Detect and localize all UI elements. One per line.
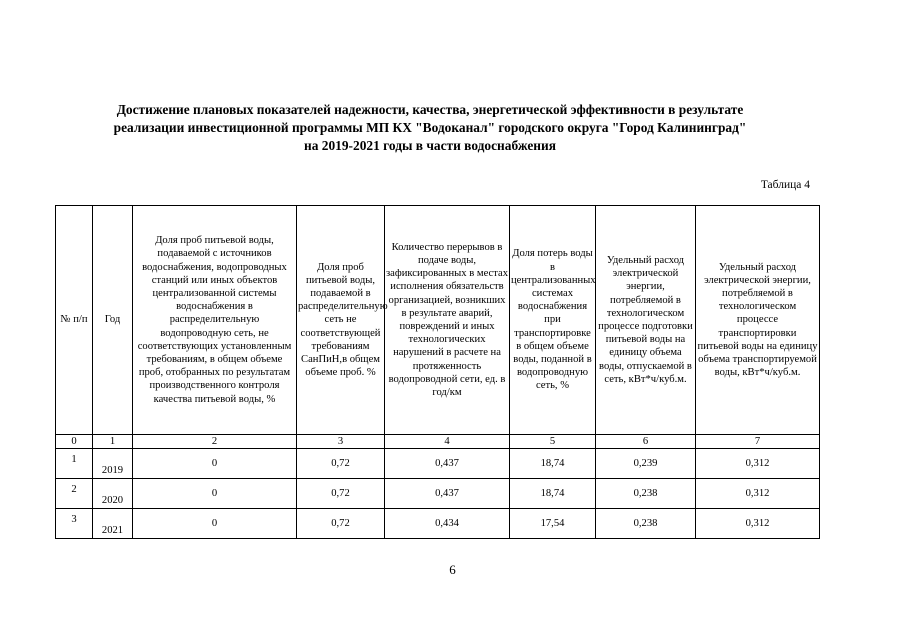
title-line-2: реализации инвестиционной программы МП КХ "Водоканал" городского округа "Город Калининград" xyxy=(113,120,747,135)
header-cell-number: № п/п xyxy=(56,206,93,435)
column-number-cell: 0 xyxy=(56,435,93,449)
value-cell: 0,437 xyxy=(385,479,510,509)
header-cell-energy-transport: Удельный расход электрической энергии, потребляемой в технологическом процессе транспортировки питьевой воды на единицу объема транспортируемой воды, кВт*ч/куб.м. xyxy=(696,206,820,435)
value-cell: 0,312 xyxy=(696,449,820,479)
page-number: 6 xyxy=(449,562,456,577)
year-cell: 2019 xyxy=(93,449,133,479)
value-cell: 0,434 xyxy=(385,509,510,539)
row-number-cell: 2 xyxy=(56,479,93,509)
header-cell-interruptions: Количество перерывов в подаче воды, зафиксированных в местах исполнения обязательств организацией, возникших в результате аварий, повреждений и иных технологических нарушений в расчете на протяженность водопроводной сети, ед. в год/км xyxy=(385,206,510,435)
value-cell: 0,238 xyxy=(596,479,696,509)
title-line-3: на 2019-2021 годы в части водоснабжения xyxy=(304,138,556,153)
title-line-1: Достижение плановых показателей надежности, качества, энергетической эффективности в результате xyxy=(116,102,744,117)
value-cell: 18,74 xyxy=(510,479,596,509)
value-cell: 0,72 xyxy=(297,509,385,539)
value-cell: 0,312 xyxy=(696,479,820,509)
value-cell: 0 xyxy=(133,449,297,479)
value-cell: 0,72 xyxy=(297,479,385,509)
header-cell-samples-source: Доля проб питьевой воды, подаваемой с источников водоснабжения, водопроводных станций или иных объектов централизованной системы водоснабжения в распределительную водопроводную сеть, не соответствующих установленным требованиям, в общем объеме проб, отобранных по результатам производственного контроля качества питьевой воды, % xyxy=(133,206,297,435)
year-cell: 2021 xyxy=(93,509,133,539)
column-number-cell: 1 xyxy=(93,435,133,449)
column-number-cell: 4 xyxy=(385,435,510,449)
value-cell: 17,54 xyxy=(510,509,596,539)
column-number-cell: 3 xyxy=(297,435,385,449)
column-number-cell: 2 xyxy=(133,435,297,449)
table-row xyxy=(56,509,820,539)
column-number-cell: 7 xyxy=(696,435,820,449)
header-cell-samples-network: Доля проб питьевой воды, подаваемой в распределительную сеть не соответствующей требованиям СанПиН,в общем объеме проб. % xyxy=(297,206,385,435)
row-number-cell: 1 xyxy=(56,449,93,479)
column-number-cell: 6 xyxy=(596,435,696,449)
column-number-cell: 5 xyxy=(510,435,596,449)
value-cell: 0,238 xyxy=(596,509,696,539)
row-number-cell: 3 xyxy=(56,509,93,539)
value-cell: 0,312 xyxy=(696,509,820,539)
year-cell: 2020 xyxy=(93,479,133,509)
value-cell: 18,74 xyxy=(510,449,596,479)
document-title xyxy=(60,101,800,155)
table-row xyxy=(56,449,820,479)
value-cell: 0 xyxy=(133,509,297,539)
header-cell-water-losses: Доля потерь воды в централизованных системах водоснабжения при транспортировке в общем объеме воды, поданной в водопроводную сеть, % xyxy=(510,206,596,435)
column-number-row xyxy=(56,435,820,449)
header-cell-energy-preparation: Удельный расход электрической энергии, потребляемой в технологическом процессе подготовки питьевой воды на единицу объема воды, отпускаемой в сеть, кВт*ч/куб.м. xyxy=(596,206,696,435)
table-label: Таблица 4 xyxy=(760,179,810,191)
indicators-table xyxy=(55,205,820,539)
table-row xyxy=(56,479,820,509)
value-cell: 0,239 xyxy=(596,449,696,479)
value-cell: 0,72 xyxy=(297,449,385,479)
value-cell: 0,437 xyxy=(385,449,510,479)
header-cell-year: Год xyxy=(93,206,133,435)
table-header-row xyxy=(56,206,820,435)
value-cell: 0 xyxy=(133,479,297,509)
